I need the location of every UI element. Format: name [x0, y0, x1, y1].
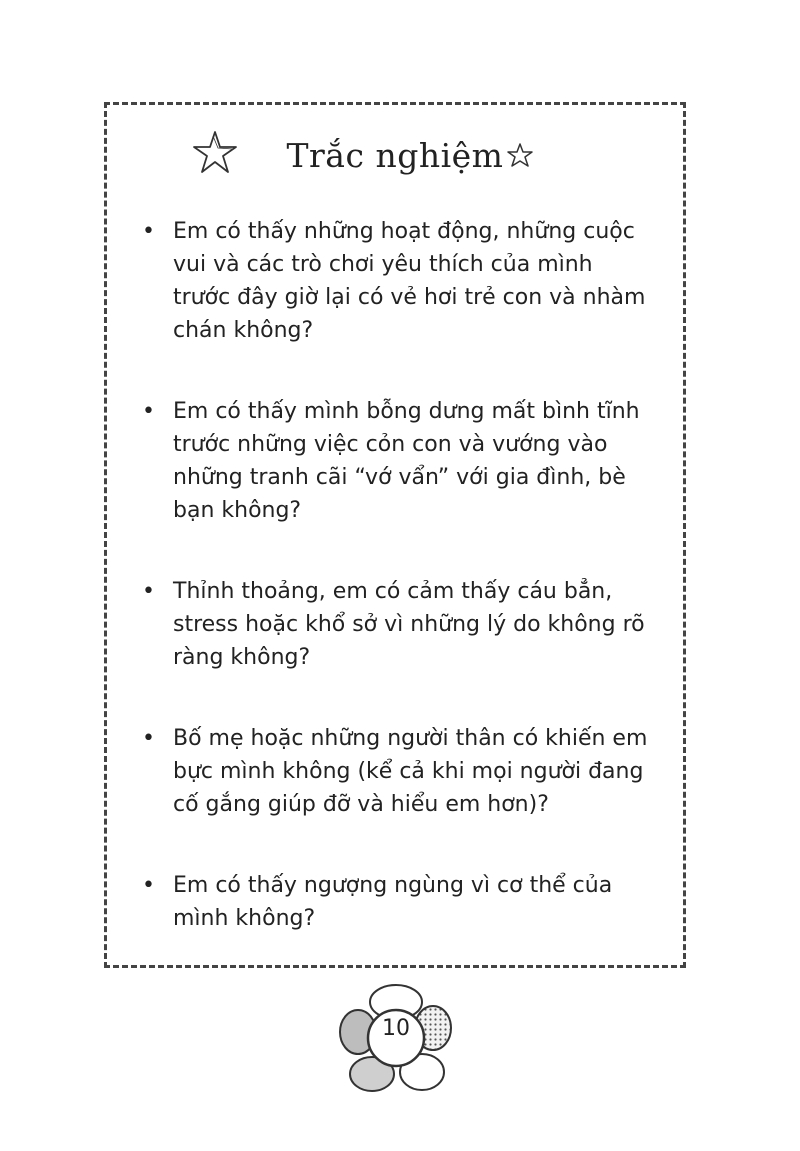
question-text: Bố mẹ hoặc những người thân có khiến em bực mình không (kể cả khi mọi người đang cố gắng giúp đỡ và hiểu em hơn)? — [173, 726, 648, 817]
list-item — [140, 869, 650, 935]
list-item — [140, 215, 650, 347]
list-item — [140, 722, 650, 821]
question-text: Thỉnh thoảng, em có cảm thấy cáu bẳn, stress hoặc khổ sở vì những lý do không rõ ràng không? — [173, 579, 645, 670]
bullet-icon: • — [142, 726, 155, 751]
list-item — [140, 395, 650, 527]
bullet-icon: • — [142, 219, 155, 244]
list-item — [140, 575, 650, 674]
bullet-icon: • — [142, 873, 155, 898]
page-number: 10 — [382, 1016, 410, 1041]
question-text: Em có thấy mình bỗng dưng mất bình tĩnh trước những việc cỏn con và vướng vào những tranh cãi “vớ vẩn” với gia đình, bè bạn không? — [173, 399, 640, 523]
question-list — [140, 215, 650, 935]
star-icon — [506, 142, 534, 170]
question-text: Em có thấy ngượng ngùng vì cơ thể của mình không? — [173, 873, 613, 931]
question-text: Em có thấy những hoạt động, những cuộc vui và các trò chơi yêu thích của mình trước đây giờ lại có vẻ hơi trẻ con và nhàm chán không? — [173, 219, 646, 343]
bullet-icon: • — [142, 399, 155, 424]
section-header — [104, 128, 686, 188]
page-title: Trắc nghiệm — [286, 136, 504, 175]
bullet-icon: • — [142, 579, 155, 604]
